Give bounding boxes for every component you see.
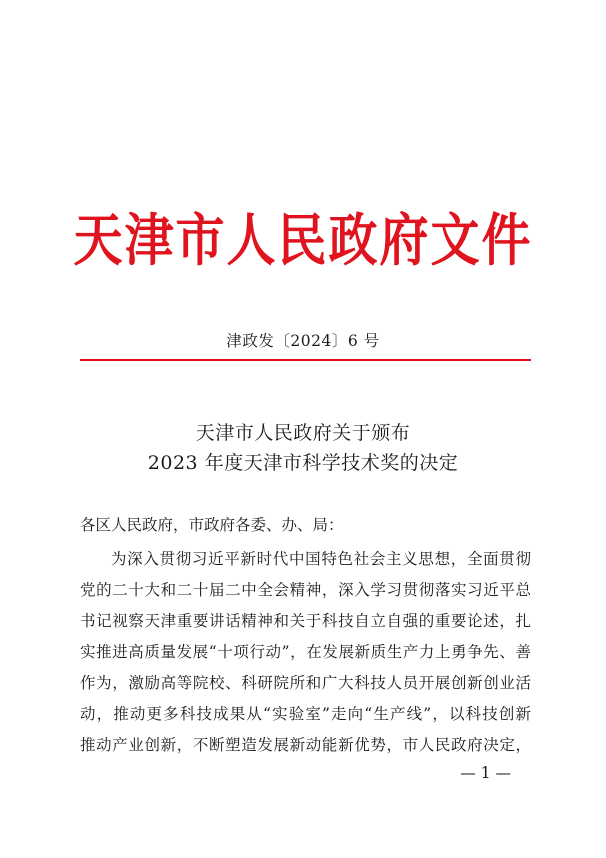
body-paragraph	[80, 544, 531, 761]
body-line: 作为，激励高等院校、科研院所和广大科技人员开展创新创业活	[80, 674, 531, 692]
red-divider-line	[80, 359, 531, 361]
body-line: 书记视察天津重要讲话精神和关于科技自立自强的重要论述，扎	[80, 612, 531, 630]
body-line: 推动产业创新，不断塑造发展新动能新优势，市人民政府决定，	[80, 736, 531, 754]
document-title	[0, 418, 606, 478]
document-title-line-1: 天津市人民政府关于颁布	[195, 422, 411, 444]
salutation: 各区人民政府，市政府各委、办、局：	[80, 516, 344, 534]
document-title-line-2: 2023 年度天津市科学技术奖的决定	[147, 452, 459, 474]
body-line: 动，推动更多科技成果从“实验室”走向“生产线”，以科技创新	[80, 705, 531, 723]
body-line: 实推进高质量发展“十项行动”，在发展新质生产力上勇争先、善	[80, 643, 531, 661]
document-number: 津政发〔2024〕6 号	[226, 332, 380, 350]
body-line: 为深入贯彻习近平新时代中国特色社会主义思想，全面贯彻	[111, 550, 531, 568]
document-header-title: 天津市人民政府文件	[73, 206, 533, 274]
page-number: — 1 —	[460, 764, 511, 782]
body-line: 党的二十大和二十届二中全会精神，深入学习贯彻落实习近平总	[80, 581, 531, 599]
